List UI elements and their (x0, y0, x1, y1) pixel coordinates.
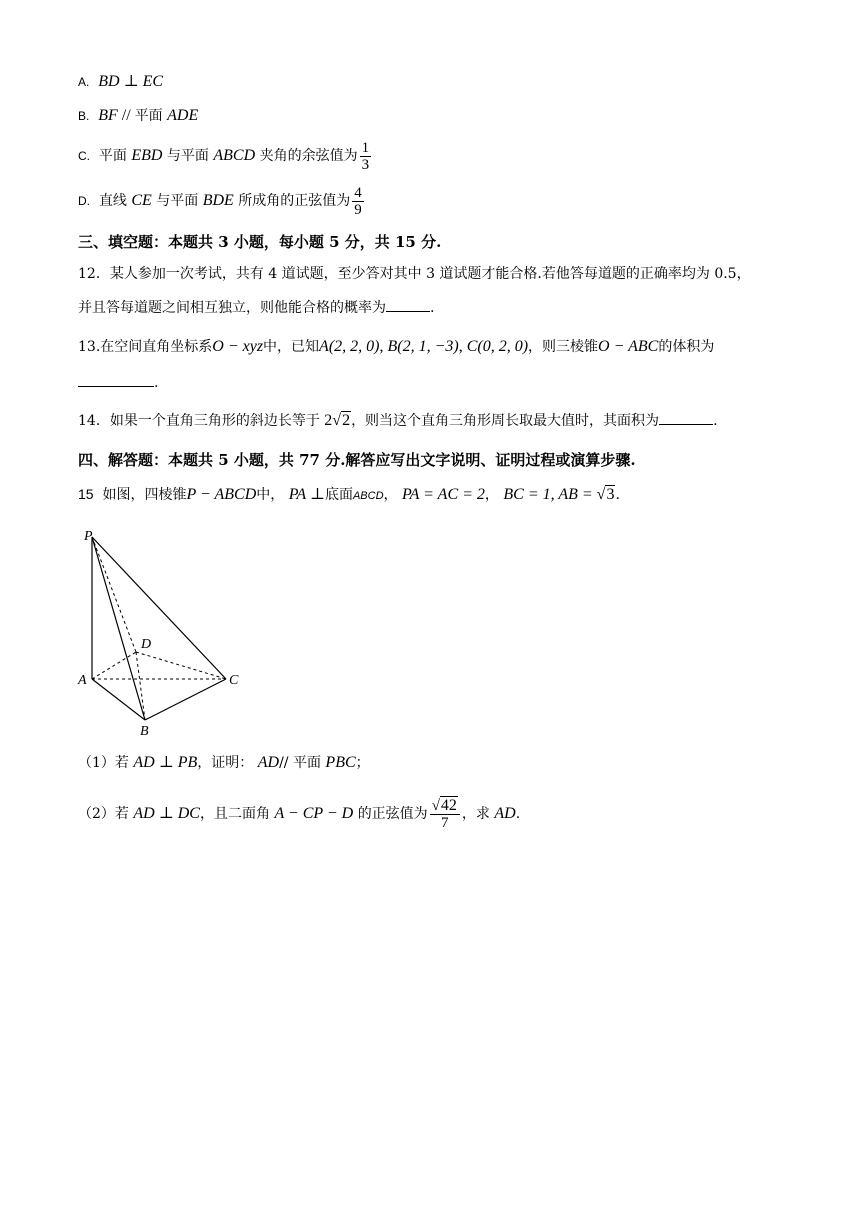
option-math: ABCD (213, 147, 256, 164)
question-end: ； (355, 755, 370, 771)
question-12-line-2 (78, 297, 434, 318)
question-math: O − ABC (598, 338, 659, 355)
option-d (78, 181, 366, 221)
question-text: 中，已知 (263, 339, 320, 355)
base-label: ABCD (352, 490, 384, 502)
question-13-answer (78, 372, 158, 393)
question-text: 中， (256, 487, 285, 503)
vertex-label-d: D (141, 637, 152, 652)
question-text: ，且二面角 (199, 806, 270, 822)
condition: AD ⊥ PB (133, 754, 198, 771)
fraction-numerator: 4 (354, 184, 362, 201)
point-b: B(2, 1, −3) (387, 338, 459, 355)
question-text: ，求 (461, 806, 490, 822)
question-14 (78, 410, 718, 431)
vertex-label-c: C (229, 673, 239, 688)
vertex-label-p: P (84, 529, 93, 544)
vertex-label-b: B (140, 724, 149, 739)
point-a: A(2, 2, 0) (319, 338, 380, 355)
conclusion-math: PBC (325, 754, 356, 771)
option-text: 与平面 (166, 148, 209, 164)
target-math: AD (494, 805, 516, 822)
option-a (78, 72, 163, 92)
fraction (360, 140, 372, 173)
option-math: BF (98, 107, 118, 124)
vertex-label-a: A (78, 673, 87, 688)
conclusion-math: AD (257, 754, 280, 771)
edge-bc (145, 679, 226, 720)
question-12-line-1: 12．某人参加一次考试，共有 4 道试题，至少答对其中 3 道试题才能合格.若他答每道题的正确率均为 0.5， (78, 266, 751, 282)
option-text: 平面 (134, 108, 163, 124)
option-label: A. (78, 75, 90, 89)
question-15-part-1 (78, 753, 370, 773)
question-end: . (515, 806, 521, 822)
option-math: EBD (131, 147, 163, 164)
question-text: 底面 (324, 487, 353, 503)
question-text: 13.在空间直角坐标系 (78, 339, 213, 355)
section-heading-fill-blank: 三、填空题：本题共 3 小题，每小题 5 分，共 15 分. (78, 233, 442, 251)
question-15-part-2 (78, 792, 520, 836)
question-text: 并且答每道题之间相互独立，则他能合格的概率为 (78, 300, 386, 316)
dihedral-angle: A − CP − D (274, 805, 354, 822)
option-text: 所成角的正弦值为 (238, 193, 351, 209)
parallel-symbol: // (117, 107, 135, 124)
option-math: CE (131, 192, 152, 209)
fraction (352, 185, 364, 218)
radical-coefficient: 2 (324, 412, 333, 429)
edge-ab (92, 679, 145, 720)
fraction-denominator: 9 (354, 201, 362, 218)
question-text: ， (484, 487, 499, 503)
question-text: 的正弦值为 (357, 806, 428, 822)
option-text: 平面 (98, 148, 127, 164)
fraction-denominator: 7 (441, 814, 449, 831)
question-text: ，则三棱锥 (528, 339, 599, 355)
radical-expression: 2√2 (324, 412, 351, 429)
question-math: P − ABCD (186, 486, 257, 503)
edge-pd (92, 537, 136, 652)
condition: PA = AC = 2 (401, 486, 485, 503)
question-text: ， (383, 487, 398, 503)
question-15 (78, 484, 620, 506)
option-c (78, 136, 373, 176)
question-text: ，证明： (197, 755, 254, 771)
condition: AD ⊥ DC (133, 805, 200, 822)
conclusion-text: // 平面 (279, 755, 321, 771)
option-b (78, 106, 198, 126)
option-text: 夹角的余弦值为 (259, 148, 358, 164)
question-number: 15 (78, 486, 94, 502)
option-math: BD ⊥ EC (98, 73, 164, 90)
fraction-numerator: 1 (361, 139, 370, 156)
radicand: 3 (606, 486, 615, 503)
answer-blank (386, 297, 430, 312)
question-13: 13.在空间直角坐标系O − xyz中，已知A(2, 2, 0), B(2, 1, −3), C(0, 2, 0)，则三棱锥O − ABC的体积为 (78, 338, 715, 355)
question-end: . (430, 300, 435, 316)
part-label: （1）若 (78, 755, 129, 771)
answer-blank (78, 372, 154, 387)
section-heading-solutions: 四、解答题：本题共 5 小题，共 77 分.解答应写出文字说明、证明过程或演算步骤. (78, 451, 636, 469)
question-text: 如图，四棱锥 (102, 487, 187, 503)
option-label: C. (78, 149, 90, 163)
condition: PA ⊥ (288, 486, 325, 503)
condition: BC = 1, AB = (503, 486, 597, 503)
option-text: 与平面 (156, 193, 199, 209)
radicand: 2 (342, 412, 351, 429)
option-math: BDE (202, 192, 234, 209)
question-text: 的体积为 (658, 339, 715, 355)
radicand: 42 (440, 796, 457, 814)
question-end: . (154, 375, 159, 391)
fraction (430, 798, 460, 831)
edge-db (136, 652, 145, 720)
question-text: 14．如果一个直角三角形的斜边长等于 (78, 413, 320, 429)
option-label: B. (78, 109, 90, 123)
radical-expression: √3 (596, 486, 615, 503)
option-label: D. (78, 194, 90, 208)
fraction-numerator: √42 (430, 798, 460, 815)
fraction-denominator: 3 (361, 156, 370, 173)
part-label: （2）若 (78, 806, 129, 822)
answer-blank (659, 410, 713, 425)
option-text: 直线 (98, 193, 127, 209)
question-text: ，则当这个直角三角形周长取最大值时，其面积为 (351, 413, 660, 429)
question-end: . (713, 413, 718, 429)
question-math: O − xyz (212, 338, 264, 355)
option-math: ADE (167, 107, 199, 124)
pyramid-figure (76, 527, 256, 739)
point-c: C(0, 2, 0) (466, 338, 529, 355)
question-end: . (615, 487, 620, 503)
